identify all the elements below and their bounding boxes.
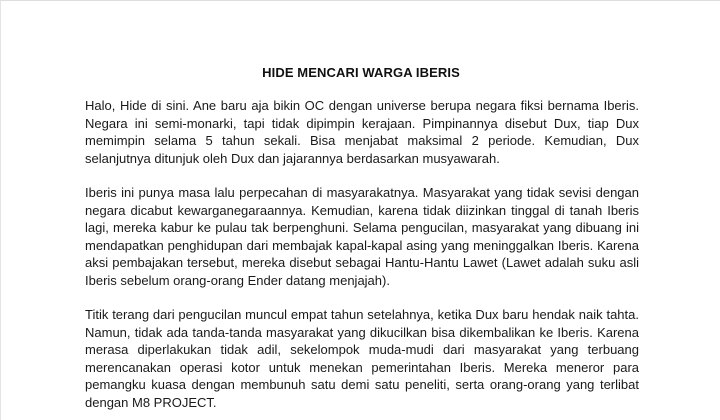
document-title: HIDE MENCARI WARGA IBERIS	[262, 65, 460, 80]
paragraph-conflict: Titik terang dari pengucilan muncul empat tahun setelahnya, ketika Dux baru hendak naik tahta. Namun, tidak ada tanda-tanda masyarakat yang dikucilkan bisa dikembalikan ke Iberis. Karena merasa diperlakukan tidak adil, sekelompok muda-mudi dari masyarakat yang terbuang merencanakan operasi kotor untuk menekan pemerintahan Iberis. Mereka meneror para pemangku kuasa dengan membunuh satu demi satu peneliti, serta orang-orang yang terlibat dengan M8 PROJECT.	[85, 307, 639, 410]
paragraph-history: Iberis ini punya masa lalu perpecahan di masyarakatnya. Masyarakat yang tidak sevisi dengan negara dicabut kewarganegaraannya. Kemudian, karena tidak diizinkan tinggal di tanah Iberis lagi, mereka kabur ke pulau tak berpenghuni. Selama pengucilan, masyarakat yang dibuang ini mendapatkan penghidupan dari membajak kapal-kapal asing yang meninggalkan Iberis. Karena aksi pembajakan tersebut, mereka disebut sebagai Hantu-Hantu Lawet (Lawet adalah suku asli Iberis sebelum orang-orang Ender datang menjajah).	[85, 185, 639, 288]
paragraph-intro: Halo, Hide di sini. Ane baru aja bikin OC dengan universe berupa negara fiksi bernama Iberis. Negara ini semi-monarki, tapi tidak dipimpin kerajaan. Pimpinannya disebut Dux, tiap Dux memimpin selama 5 tahun sekali. Bisa menjabat maksimal 2 periode. Kemudian, Dux selanjutnya ditunjuk oleh Dux dan jajarannya berdasarkan musyawarah.	[85, 98, 639, 166]
